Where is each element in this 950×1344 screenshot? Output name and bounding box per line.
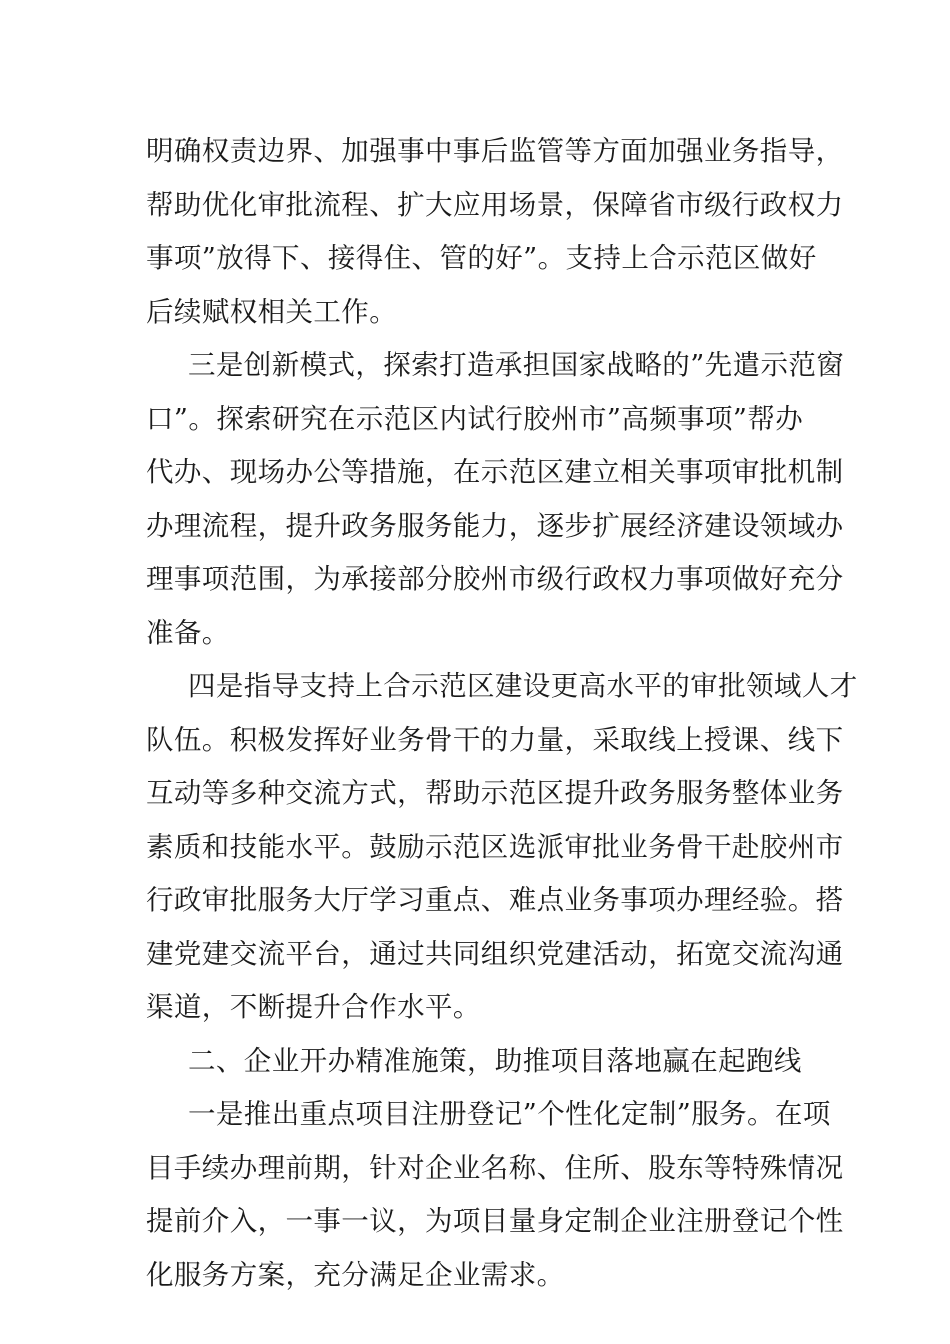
paragraph-line: 提前介入，一事一议，为项目量身定制企业注册登记个性 [146,1205,844,1237]
paragraph-line: 一是推出重点项目注册登记”个性化定制”服务。在项 [188,1098,831,1130]
paragraph-line: 后续赋权相关工作。 [146,295,398,328]
document-body [146,125,858,1302]
paragraph-line: 渠道，不断提升合作水平。 [146,991,481,1023]
paragraph-line: 明确权责边界、加强事中事后监管等方面加强业务指导， [146,135,844,167]
paragraph-line: 理事项范围，为承接部分胶州市级行政权力事项做好充分 [146,563,844,595]
paragraph-line: 口”。探索研究在示范区内试行胶州市”高频事项”帮办 [146,402,804,435]
paragraph-line: 建党建交流平台，通过共同组织党建活动，拓宽交流沟通 [146,937,844,970]
paragraph-line: 代办、现场办公等措施，在示范区建立相关事项审批机制 [146,456,844,488]
paragraph-line: 素质和技能水平。鼓励示范区选派审批业务骨干赴胶州市 [146,830,844,863]
paragraph-line: 队伍。积极发挥好业务骨干的力量，采取线上授课、线下 [146,723,844,756]
paragraph-line: 事项”放得下、接得住、管的好”。支持上合示范区做好 [146,242,817,274]
paragraph-line: 四是指导支持上合示范区建设更高水平的审批领域人才 [188,670,858,702]
paragraph-line: 准备。 [146,616,230,649]
paragraph-line: 化服务方案，充分满足企业需求。 [146,1258,565,1291]
paragraph-line: 目手续办理前期，针对企业名称、住所、股东等特殊情况 [146,1151,844,1184]
paragraph-line: 互动等多种交流方式，帮助示范区提升政务服务整体业务 [146,777,844,809]
paragraph-line: 行政审批服务大厅学习重点、难点业务事项办理经验。搭 [146,884,844,916]
paragraph-line: 办理流程，提升政务服务能力，逐步扩展经济建设领域办 [146,509,844,542]
paragraph-line: 三是创新模式，探索打造承担国家战略的”先遣示范窗 [188,349,845,381]
section-heading: 二、企业开办精准施策，助推项目落地赢在起跑线 [188,1044,802,1077]
paragraph-line: 帮助优化审批流程、扩大应用场景，保障省市级行政权力 [146,188,844,221]
